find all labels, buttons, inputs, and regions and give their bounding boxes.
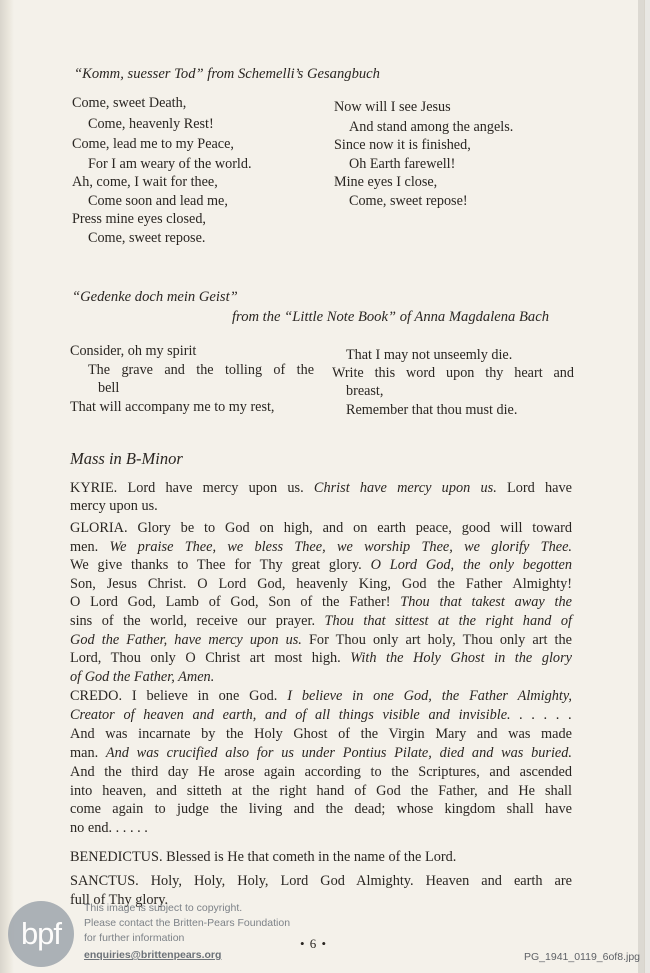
song2-left-line: bell [98, 380, 120, 396]
song1-left-line: Come soon and lead me, [88, 193, 228, 209]
song2-right-line: breast, [346, 383, 384, 399]
credo-text-run: come again to judge the living and the dead; whose kingdom shall have [70, 801, 572, 818]
song1-left-line: Come, sweet Death, [72, 95, 187, 111]
song2-right-line: That I may not unseemly die. [346, 347, 513, 363]
song1-right-line: Come, sweet repose! [349, 193, 468, 209]
credo-text-run: And the third day He arose again according to the Scriptures, and ascended [70, 763, 572, 780]
gloria-text-run: Lord, Thou only O Christ art most high. [70, 650, 351, 667]
foundation-logo: bpf [8, 901, 74, 967]
song1-right-line: And stand among the angels. [349, 119, 514, 135]
credo-text-run: into heaven, and sitteth at the right hand of God the Father, and He shall [70, 782, 572, 799]
credo-line [70, 764, 572, 781]
contact-email-link[interactable]: enquiries@brittenpears.org [84, 949, 222, 961]
song2-subtitle: from the “Little Note Book” of Anna Magdalena Bach [232, 309, 549, 325]
song1-left-line: For I am weary of the world. [88, 156, 252, 172]
gloria-text-run: O Lord God, the only begotten [370, 557, 572, 574]
gloria-line [70, 613, 572, 630]
song1-left-line: Press mine eyes closed, [72, 211, 206, 227]
gloria-text-run: For Thou only art holy, Thou only art the [301, 631, 573, 648]
watermark-line: This image is subject to copyright. [84, 902, 243, 914]
image-filename: PG_1941_0119_6of8.jpg [524, 951, 640, 963]
credo-line [70, 745, 572, 762]
gloria-text-run: We give thanks to Thee for Thy great glory. [70, 557, 371, 574]
gloria-text-run: With the Holy Ghost in the glory [350, 650, 572, 667]
page-binding-shadow [0, 0, 14, 973]
mass-heading: Mass in B-Minor [70, 449, 183, 468]
gloria-text-run: of God the Father, Amen. [70, 668, 215, 685]
gloria-line [70, 576, 572, 593]
credo-line [70, 688, 572, 705]
credo-text-run: man. [70, 744, 106, 761]
gloria-text-run: GLORIA. Glory be to God on high, and on earth peace, good will toward [70, 520, 572, 536]
kyrie-line [70, 498, 572, 515]
sanctus-line [70, 873, 572, 890]
gloria-text-run: Thou that sittest at the right hand of [324, 613, 572, 629]
gloria-text-run: sins of the world, receive our prayer. [70, 613, 325, 629]
credo-line [70, 820, 572, 837]
credo-text-run: no end. . . . . . [70, 820, 148, 837]
gloria-text-run: Thou that takest away the [390, 594, 572, 611]
song1-right-line: Since now it is finished, [334, 137, 471, 153]
credo-text-run: And was incarnate by the Holy Ghost of the Virgin Mary and was made [70, 725, 572, 742]
gloria-text-run: Son, Jesus Christ. O Lord God, heavenly King, God the Father Almighty! [70, 575, 572, 592]
song1-left-line: Come, sweet repose. [88, 230, 206, 246]
song2-right-line: Write this word upon thy heart and [332, 365, 574, 381]
gloria-line [70, 669, 572, 686]
gloria-line [70, 557, 572, 574]
song1-left-line: Come, heavenly Rest! [88, 116, 214, 132]
credo-text-run: CREDO. I believe in one God. [70, 688, 288, 704]
credo-line [70, 783, 572, 800]
song1-right-line: Oh Earth farewell! [349, 156, 456, 172]
credo-text-run: Creator of heaven and earth, and of all things visible and invisible. . . . . . [70, 706, 572, 723]
watermark-line: for further information [84, 932, 185, 944]
page-edge [638, 0, 644, 973]
kyrie-line [70, 480, 572, 497]
gloria-line [70, 650, 572, 667]
song1-left-line: Come, lead me to my Peace, [72, 136, 234, 152]
benedictus-line [70, 849, 572, 866]
credo-line [70, 801, 572, 818]
song2-right-line: Remember that thou must die. [346, 402, 518, 418]
gloria-line [70, 632, 572, 649]
song2-title: “Gedenke doch mein Geist” [72, 289, 238, 305]
gloria-line [70, 594, 572, 611]
gloria-text-run: God the Father, have mercy upon us. [70, 631, 302, 648]
copyright-watermark [0, 893, 320, 973]
kyrie-text-run: Christ have mercy upon us. [313, 480, 497, 496]
kyrie-text-run: Lord have [496, 480, 572, 496]
benedictus-text-run: BENEDICTUS. Blessed is He that cometh in the name of the Lord. [70, 849, 457, 865]
sanctus-text-run: full of Thy glory. [70, 891, 169, 908]
song2-left-line: That will accompany me to my rest, [70, 399, 275, 415]
gloria-line [70, 520, 572, 537]
credo-text-run: And was crucified also for us under Pontius Pilate, died and was buried. [105, 744, 572, 761]
credo-text-run: I believe in one God, the Father Almighty, [287, 688, 572, 704]
watermark-line: Please contact the Britten-Pears Foundation [84, 917, 291, 929]
kyrie-text-run: mercy upon us. [70, 497, 158, 514]
gloria-text-run: We praise Thee, we bless Thee, we worship Thee, we glorify Thee. [109, 538, 573, 555]
song2-left-line: Consider, oh my spirit [70, 343, 197, 359]
song1-right-line: Mine eyes I close, [334, 174, 438, 190]
gloria-text-run: men. [70, 538, 110, 555]
gloria-line [70, 539, 572, 556]
gloria-text-run: O Lord God, Lamb of God, Son of the Father! [70, 594, 391, 611]
song1-left-line: Ah, come, I wait for thee, [72, 174, 218, 190]
song2-left-line: The grave and the tolling of the [88, 362, 314, 378]
kyrie-text-run: KYRIE. Lord have mercy upon us. [70, 480, 314, 496]
song1-title: “Komm, suesser Tod” from Schemelli’s Gesangbuch [74, 66, 380, 82]
song1-right-line: Now will I see Jesus [334, 99, 451, 115]
page-number: • 6 • [300, 936, 328, 951]
credo-line [70, 726, 572, 743]
credo-line [70, 707, 572, 724]
sanctus-text-run: SANCTUS. Holy, Holy, Holy, Lord God Almighty. Heaven and earth are [70, 873, 572, 889]
